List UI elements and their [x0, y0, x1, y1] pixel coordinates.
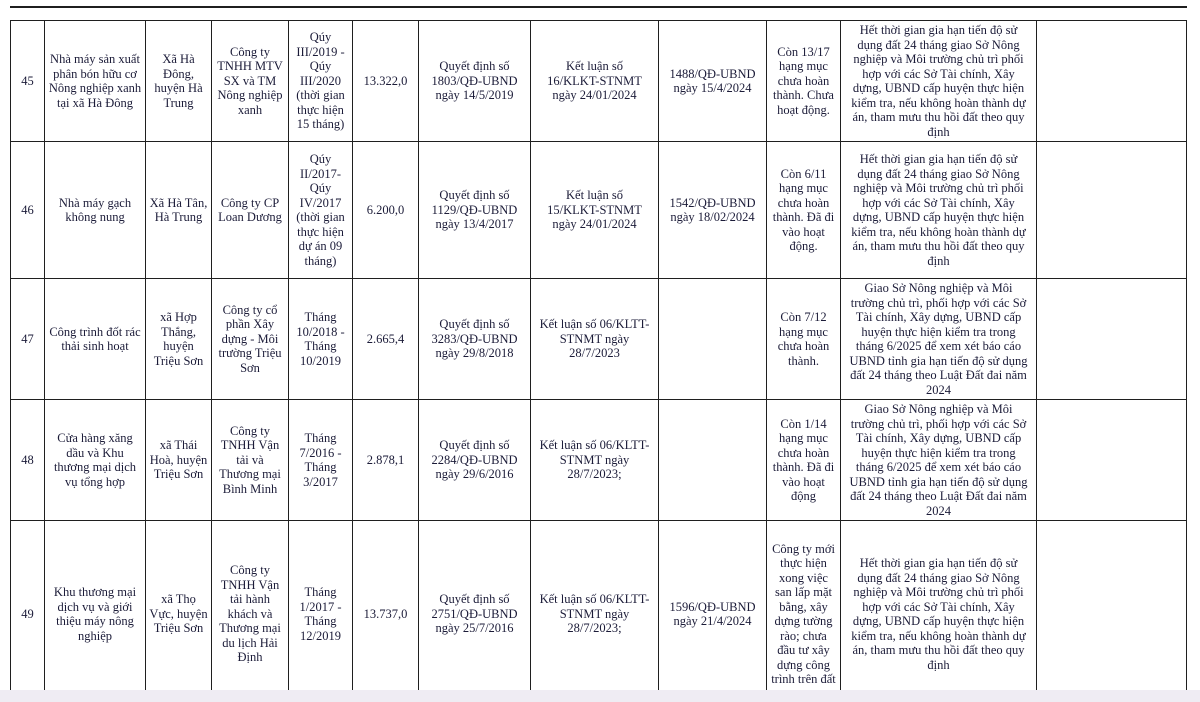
cell-extra: [1037, 400, 1187, 521]
page-bottom-edge: [0, 690, 1200, 702]
cell-decision: Quyết định số 2284/QĐ-UBND ngày 29/6/2016: [419, 400, 531, 521]
cell-no: 49: [11, 521, 45, 702]
cell-status: Còn 1/14 hạng mục chưa hoàn thành. Đã đi vào hoạt động: [767, 400, 841, 521]
cell-area: 2.665,4: [353, 279, 419, 400]
cell-company: Công ty CP Loan Dương: [212, 142, 289, 279]
cell-period: Tháng 7/2016 - Tháng 3/2017: [289, 400, 353, 521]
cell-extra: [1037, 279, 1187, 400]
cell-status: Còn 6/11 hạng mục chưa hoàn thành. Đã đi vào hoạt động.: [767, 142, 841, 279]
cell-conclusion: Kết luận số 06/KLTT-STNMT ngày 28/7/2023;: [531, 521, 659, 702]
cell-extra: [1037, 142, 1187, 279]
previous-row-bottom-rule: [10, 6, 1187, 8]
cell-company: Công ty TNHH Vận tải và Thương mại Bình Minh: [212, 400, 289, 521]
cell-note: Giao Sở Nông nghiệp và Môi trường chủ trì, phối hợp với các Sở Tài chính, Xây dựng, UBND cấp huyện thực hiện kiểm tra trong tháng 6/2025 để xem xét báo cáo UBND tỉnh gia hạn tiến độ sử dụng đất 24 tháng theo Luật Đất đai năm 2024: [841, 400, 1037, 521]
cell-extension: [659, 400, 767, 521]
cell-area: 13.737,0: [353, 521, 419, 702]
cell-project: Công trình đốt rác thải sinh hoạt: [45, 279, 146, 400]
cell-status: Còn 13/17 hạng mục chưa hoàn thành. Chưa hoạt động.: [767, 21, 841, 142]
cell-status: Còn 7/12 hạng mục chưa hoàn thành.: [767, 279, 841, 400]
cell-no: 46: [11, 142, 45, 279]
cell-period: Tháng 1/2017 - Tháng 12/2019: [289, 521, 353, 702]
cell-area: 13.322,0: [353, 21, 419, 142]
cell-no: 45: [11, 21, 45, 142]
cell-note: Giao Sở Nông nghiệp và Môi trường chủ trì, phối hợp với các Sở Tài chính, Xây dựng, UBND cấp huyện thực hiện kiểm tra trong tháng 6/2025 để xem xét báo cáo UBND tỉnh gia hạn tiến độ sử dụng đất 24 tháng theo Luật Đất đai năm 2024: [841, 279, 1037, 400]
cell-conclusion: Kết luận số 15/KLKT-STNMT ngày 24/01/2024: [531, 142, 659, 279]
cell-note: Hết thời gian gia hạn tiến độ sử dụng đất 24 tháng giao Sở Nông nghiệp và Môi trường chủ trì phối hợp với các Sở Tài chính, Xây dựng, UBND cấp huyện thực hiện kiểm tra, nếu không hoàn thành dự án, tham mưu thu hồi đất theo quy định: [841, 142, 1037, 279]
table-row: [11, 521, 1187, 702]
land-projects-table: [10, 20, 1187, 702]
cell-extra: [1037, 521, 1187, 702]
cell-area: 6.200,0: [353, 142, 419, 279]
cell-period: Tháng 10/2018 - Tháng 10/2019: [289, 279, 353, 400]
cell-status: Công ty mới thực hiện xong việc san lấp mặt bằng, xây dựng tường rào; chưa đầu tư xây dựng công trình trên đất: [767, 521, 841, 702]
cell-decision: Quyết định số 1803/QĐ-UBND ngày 14/5/2019: [419, 21, 531, 142]
cell-decision: Quyết định số 2751/QĐ-UBND ngày 25/7/2016: [419, 521, 531, 702]
cell-extra: [1037, 21, 1187, 142]
cell-location: xã Thọ Vực, huyện Triệu Sơn: [146, 521, 212, 702]
cell-conclusion: Kết luận số 06/KLTT-STNMT ngày 28/7/2023;: [531, 400, 659, 521]
cell-location: Xã Hà Đông, huyện Hà Trung: [146, 21, 212, 142]
cell-extension: 1488/QĐ-UBND ngày 15/4/2024: [659, 21, 767, 142]
cell-period: Qúy III/2019 - Qúy III/2020 (thời gian thực hiện 15 tháng): [289, 21, 353, 142]
cell-period: Qúy II/2017- Qúy IV/2017 (thời gian thực hiện dự án 09 tháng): [289, 142, 353, 279]
cell-no: 47: [11, 279, 45, 400]
table-row: [11, 142, 1187, 279]
cell-location: xã Hợp Thắng, huyện Triệu Sơn: [146, 279, 212, 400]
cell-project: Cửa hàng xăng dầu và Khu thương mại dịch vụ tổng hợp: [45, 400, 146, 521]
cell-decision: Quyết định số 1129/QĐ-UBND ngày 13/4/2017: [419, 142, 531, 279]
cell-conclusion: Kết luận số 16/KLKT-STNMT ngày 24/01/2024: [531, 21, 659, 142]
cell-company: Công ty cổ phần Xây dựng - Môi trường Triệu Sơn: [212, 279, 289, 400]
cell-project: Nhà máy sản xuất phân bón hữu cơ Nông nghiệp xanh tại xã Hà Đông: [45, 21, 146, 142]
cell-project: Khu thương mại dịch vụ và giới thiệu máy nông nghiệp: [45, 521, 146, 702]
cell-extension: 1542/QĐ-UBND ngày 18/02/2024: [659, 142, 767, 279]
cell-location: Xã Hà Tân, Hà Trung: [146, 142, 212, 279]
cell-note: Hết thời gian gia hạn tiến độ sử dụng đất 24 tháng giao Sở Nông nghiệp và Môi trường chủ trì phối hợp với các Sở Tài chính, Xây dựng, UBND cấp huyện thực hiện kiểm tra, nếu không hoàn thành dự án, tham mưu thu hồi đất theo quy định: [841, 521, 1037, 702]
table-row: [11, 400, 1187, 521]
cell-extension: 1596/QĐ-UBND ngày 21/4/2024: [659, 521, 767, 702]
cell-note: Hết thời gian gia hạn tiến độ sử dụng đất 24 tháng giao Sở Nông nghiệp và Môi trường chủ trì phối hợp với các Sở Tài chính, Xây dựng, UBND cấp huyện thực hiện kiểm tra, nếu không hoàn thành dự án, tham mưu thu hồi đất theo quy định: [841, 21, 1037, 142]
cell-company: Công ty TNHH Vận tải hành khách và Thương mại du lịch Hải Định: [212, 521, 289, 702]
cell-decision: Quyết định số 3283/QĐ-UBND ngày 29/8/2018: [419, 279, 531, 400]
cell-no: 48: [11, 400, 45, 521]
cell-company: Công ty TNHH MTV SX và TM Nông nghiệp xanh: [212, 21, 289, 142]
cell-area: 2.878,1: [353, 400, 419, 521]
cell-conclusion: Kết luận số 06/KLTT-STNMT ngày 28/7/2023: [531, 279, 659, 400]
cell-location: xã Thái Hoà, huyện Triệu Sơn: [146, 400, 212, 521]
cell-extension: [659, 279, 767, 400]
table-row: [11, 279, 1187, 400]
cell-project: Nhà máy gạch không nung: [45, 142, 146, 279]
table-row: [11, 21, 1187, 142]
